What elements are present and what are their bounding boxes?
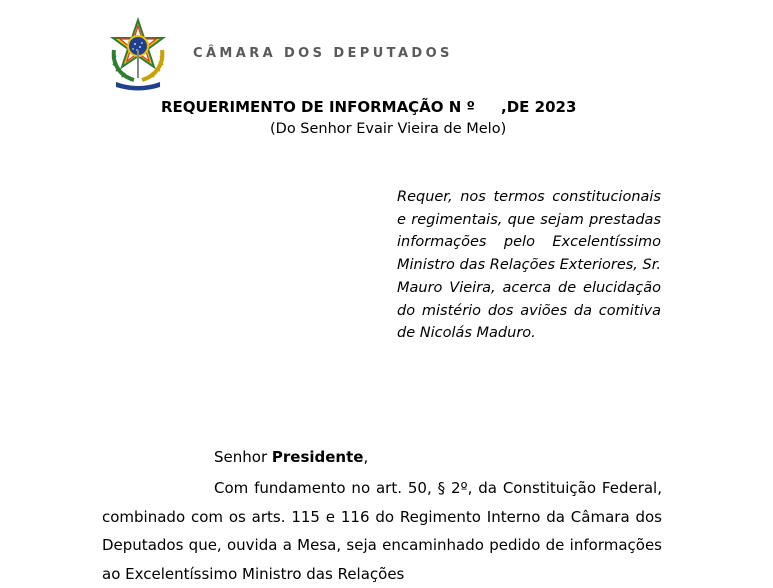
brazil-coat-of-arms-icon [104,16,172,92]
title-prefix: REQUERIMENTO DE INFORMAÇÃO N º [161,98,476,116]
document-author: (Do Senhor Evair Vieira de Melo) [270,121,507,137]
house-name: CÂMARA DOS DEPUTADOS [193,46,453,61]
salutation [214,448,368,466]
salutation-bold: Presidente [271,448,364,466]
body-paragraph: Com fundamento no art. 50, § 2º, da Constituição Federal, combinado com os arts. 115 e 116 do Regimento Interno da Câmara dos Deputados que, ouvida a Mesa, seja encaminhado pedido de informações ao Excelentíssimo Ministro das Relações [102,479,662,583]
ementa-summary: Requer, nos termos constitucionais e regimentais, que sejam prestadas informações pelo Excelentíssimo Ministro das Relações Exteriores, Sr. Mauro Vieira, acerca de elucidação do mistério dos aviões da comitiva de Nicolás Maduro. [397,189,661,342]
document-title [161,98,621,116]
salutation-suffix: , [363,448,369,466]
title-suffix: ,DE 2023 [501,98,577,116]
salutation-prefix: Senhor [214,448,272,466]
